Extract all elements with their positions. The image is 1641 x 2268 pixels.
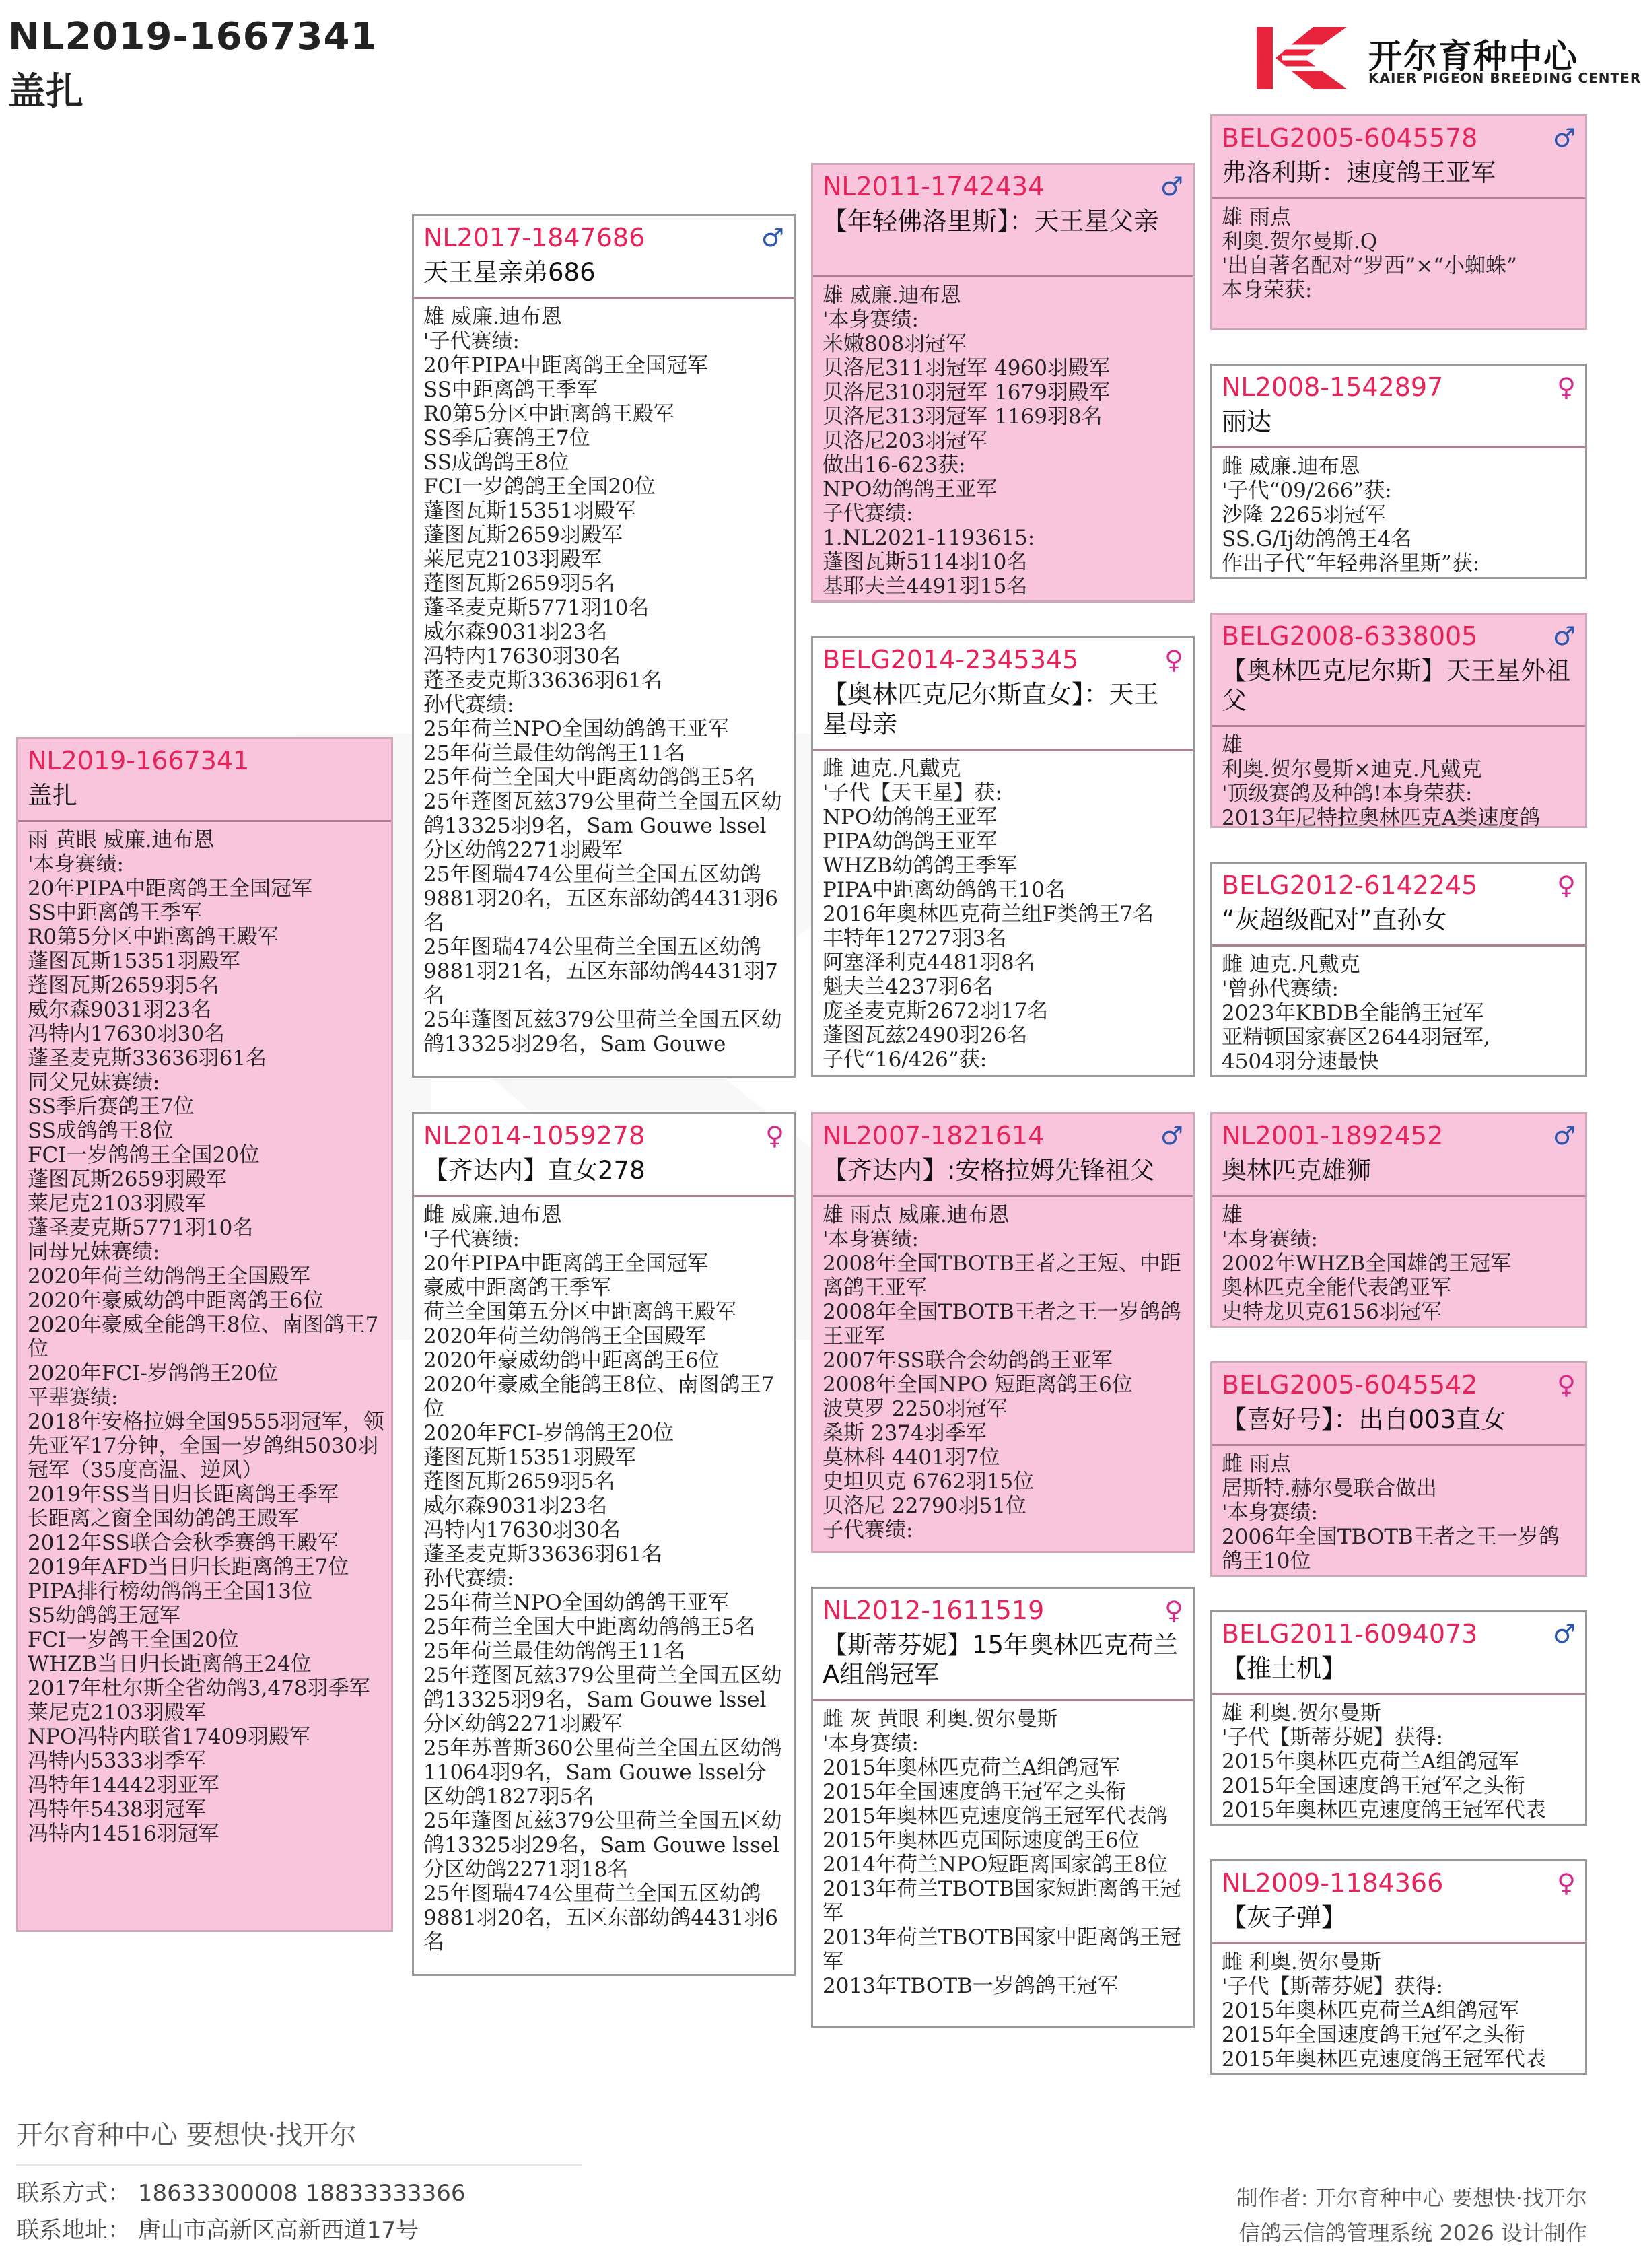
record-line: 2007年SS联合会幼鸽鸽王亚军 bbox=[823, 1348, 1113, 1373]
record-line: 史特龙贝克6156羽冠军 bbox=[1222, 1300, 1442, 1324]
card-sire-dam[interactable] bbox=[811, 636, 1195, 1077]
male-symbol-icon: ♂ bbox=[1552, 1121, 1576, 1150]
record-line: 蓬图瓦斯2659羽5名 bbox=[423, 1470, 615, 1494]
record-line: 豪威中距离鸽王季军 bbox=[423, 1276, 611, 1300]
card-divider bbox=[1212, 1444, 1585, 1446]
card-dam-sire[interactable] bbox=[811, 1112, 1195, 1553]
record-line: '本身赛绩: bbox=[1222, 1501, 1318, 1525]
record-line: 2023年KBDB全能鸽王冠军 bbox=[1222, 1001, 1484, 1025]
pigeon-record-list bbox=[823, 757, 1186, 1075]
male-symbol-icon: ♂ bbox=[1552, 123, 1576, 153]
record-line: 蓬图瓦斯15351羽殿军 bbox=[423, 499, 636, 523]
record-line: '本身赛绩: bbox=[1222, 1227, 1318, 1251]
female-symbol-icon: ♀ bbox=[1557, 372, 1576, 402]
card-dam-sire-sire[interactable] bbox=[1210, 1112, 1587, 1328]
record-line: 2013年荷兰TBOTB国家中距离鸽王冠军 bbox=[823, 1925, 1181, 1974]
pigeon-record-list bbox=[1222, 1452, 1578, 1575]
pigeon-record-list bbox=[1222, 953, 1578, 1075]
female-symbol-icon: ♀ bbox=[1164, 645, 1183, 675]
pigeon-title: “灰超级配对”直孙女 bbox=[1222, 905, 1447, 934]
record-line: 25年荷兰最佳幼鸽鸽王11名 bbox=[423, 741, 685, 765]
record-line: 冯特内17630羽30名 bbox=[28, 1022, 225, 1046]
record-line: 莱尼克2103羽殿军 bbox=[423, 547, 602, 572]
record-line: 2020年FCI-岁鸽鸽王20位 bbox=[423, 1421, 674, 1445]
record-line: 威尔森9031羽23名 bbox=[423, 620, 608, 644]
pigeon-title: 【灰子弹】 bbox=[1222, 1903, 1346, 1932]
record-line: 孙代赛绩: bbox=[423, 1567, 514, 1591]
record-line: 1.NL2021-1193615: bbox=[823, 526, 1035, 550]
record-line: WHZB幼鸽鸽王季军 bbox=[823, 854, 1018, 878]
record-line: 蓬图瓦斯2659羽5名 bbox=[28, 973, 219, 998]
record-line: 2013年TBOTB一岁鸽鸽王冠军 bbox=[823, 1974, 1119, 1998]
pigeon-record-list bbox=[423, 1203, 787, 1974]
ring-number: NL2001-1892452 bbox=[1222, 1121, 1444, 1150]
card-divider bbox=[414, 1195, 794, 1197]
record-line: 2015年奥林匹克荷兰A组鸽冠军 bbox=[1222, 1750, 1520, 1774]
record-line: 2020年荷兰幼鸽鸽王全国殿军 bbox=[28, 1264, 310, 1288]
pigeon-record-list bbox=[1222, 205, 1578, 328]
record-line: SS成鸽鸽王8位 bbox=[423, 450, 569, 475]
record-line: 桑斯 2374羽季军 bbox=[823, 1421, 987, 1445]
record-line: 2008年全国TBOTB王者之王一岁鸽鸽王亚军 bbox=[823, 1300, 1181, 1348]
record-line: '本身赛绩: bbox=[823, 1731, 919, 1756]
record-line: 贝洛尼310羽冠军 1679羽殿军 bbox=[823, 380, 1110, 405]
card-sire-dam-dam[interactable] bbox=[1210, 862, 1587, 1077]
record-line: 雌 灰 黄眼 利奥.贺尔曼斯 bbox=[823, 1707, 1058, 1731]
record-line: 2012年SS联合会秋季赛鸽王殿军 bbox=[28, 1531, 339, 1555]
record-line: 冯特内17630羽30名 bbox=[423, 644, 621, 668]
record-line: 2020年荷兰幼鸽鸽王全国殿军 bbox=[423, 1324, 706, 1348]
ring-number: NL2009-1184366 bbox=[1222, 1868, 1444, 1898]
record-line: 莱尼克2103羽殿军 bbox=[28, 1192, 206, 1216]
record-line: 蓬圣麦克斯5771羽10名 bbox=[28, 1216, 254, 1240]
record-line: 2006年全国TBOTB王者之王一岁鸽鸽王10位 bbox=[1222, 1525, 1560, 1573]
record-line: 2015年奥林匹克国际速度鸽王6位 bbox=[823, 1828, 1140, 1853]
record-line: '子代赛绩: bbox=[423, 1227, 520, 1251]
pigeon-title: 【齐达内】:安格拉姆先锋祖父 bbox=[823, 1156, 1155, 1185]
record-line: 蓬圣麦克斯33636羽61名 bbox=[28, 1046, 267, 1070]
record-line: 雄 雨点 bbox=[1222, 205, 1291, 230]
record-line: 雄 利奥.贺尔曼斯 bbox=[1222, 1701, 1381, 1725]
record-line: 蓬图瓦斯15351羽殿军 bbox=[28, 949, 240, 973]
card-divider bbox=[414, 297, 794, 299]
card-divider bbox=[813, 749, 1193, 751]
record-line: 荷兰全国第五分区中距离鸽王殿军 bbox=[423, 1300, 736, 1324]
card-dam-sire-dam[interactable] bbox=[1210, 1361, 1587, 1577]
card-divider bbox=[1212, 1693, 1585, 1695]
pigeon-title: 奥林匹克雄狮 bbox=[1222, 1156, 1371, 1185]
record-line: 2015年奥林匹克荷兰A组鸽冠军 bbox=[823, 1756, 1121, 1780]
ring-number: NL2019-1667341 bbox=[28, 746, 250, 776]
male-symbol-icon: ♂ bbox=[1552, 621, 1576, 651]
record-line: 蓬图瓦斯5114羽10名 bbox=[823, 550, 1028, 574]
record-line: R0第5分区中距离鸽王殿军 bbox=[28, 925, 279, 949]
record-line: PIPA排行榜幼鸽鸽王全国13位 bbox=[28, 1579, 312, 1604]
pigeon-title: 【推土机】 bbox=[1222, 1654, 1346, 1683]
record-line: 2017年杜尔斯全省幼鸽3,478羽季军 bbox=[28, 1676, 370, 1700]
ring-number: NL2012-1611519 bbox=[823, 1595, 1045, 1625]
record-line: 同父兄妹赛绩: bbox=[28, 1070, 160, 1095]
record-line: 利奥.贺尔曼斯×迪克.凡戴克 bbox=[1222, 757, 1482, 782]
record-line: 雨 黄眼 威廉.迪布恩 bbox=[28, 828, 215, 852]
record-line: 长距离之窗全国幼鸽鸽王殿军 bbox=[28, 1507, 299, 1531]
record-line: 2015年奥林匹克速度鸽王冠军代表 bbox=[1222, 1798, 1546, 1822]
record-line: 居斯特.赫尔曼联合做出 bbox=[1222, 1476, 1437, 1501]
ring-number: NL2014-1059278 bbox=[423, 1121, 645, 1150]
record-line: 魁夫兰4237羽6名 bbox=[823, 975, 993, 999]
card-sire-dam-sire[interactable] bbox=[1210, 613, 1587, 828]
record-line: 冯特内17630羽30名 bbox=[423, 1518, 621, 1542]
pigeon-title: 【喜好号】：出自003直女 bbox=[1222, 1405, 1506, 1434]
record-line: 孙代赛绩: bbox=[423, 693, 514, 717]
record-line: 做出16-623获: bbox=[823, 453, 966, 477]
record-line: 贝洛尼203羽冠军 bbox=[823, 429, 988, 453]
record-line: 2018年安格拉姆全国9555羽冠军，领先亚军17分钟，全国一岁鸽组5030羽冠军（35度高温、逆风） bbox=[28, 1410, 384, 1482]
card-divider bbox=[1212, 944, 1585, 947]
card-divider bbox=[813, 275, 1193, 277]
ring-number: NL2008-1542897 bbox=[1222, 372, 1444, 402]
card-sire-sire-dam[interactable] bbox=[1210, 364, 1587, 579]
record-line: S5幼鸽鸽王冠军 bbox=[28, 1604, 180, 1628]
female-symbol-icon: ♀ bbox=[1557, 1370, 1576, 1400]
record-line: 利奥.贺尔曼斯.Q bbox=[1222, 230, 1378, 254]
record-line: NPO幼鸽鸽王亚军 bbox=[823, 477, 998, 502]
pedigree-header-name: 盖扎 bbox=[8, 70, 83, 114]
record-line: SS季后赛鸽王7位 bbox=[28, 1095, 195, 1119]
record-line: 奥林匹克全能代表鸽亚军 bbox=[1222, 1276, 1451, 1300]
record-line: 2014年荷兰NPO短距离国家鸽王8位 bbox=[823, 1853, 1168, 1877]
female-symbol-icon: ♀ bbox=[1557, 1868, 1576, 1898]
record-line: 贝洛尼 22790羽51位 bbox=[823, 1494, 1026, 1518]
record-line: 雄 bbox=[1222, 1203, 1243, 1227]
record-line: 雄 雨点 威廉.迪布恩 bbox=[823, 1203, 1010, 1227]
card-sire-sire-sire[interactable] bbox=[1210, 114, 1587, 330]
pigeon-title: 弗洛利斯：速度鸽王亚军 bbox=[1222, 158, 1496, 187]
record-line: 蓬圣麦克斯33636羽61名 bbox=[423, 1542, 663, 1567]
pigeon-record-list bbox=[1222, 733, 1578, 830]
record-line: 蓬圣麦克斯33636羽61名 bbox=[423, 668, 663, 693]
record-line: '出自著名配对“罗西”×“小蜘蛛” bbox=[1222, 254, 1517, 278]
card-divider bbox=[1212, 1195, 1585, 1197]
record-line: 冯特内5333羽季军 bbox=[28, 1749, 206, 1773]
record-line: 雌 迪克.凡戴克 bbox=[823, 757, 961, 781]
pigeon-record-list bbox=[423, 305, 787, 1076]
record-line: 2020年FCI-岁鸽鸽王20位 bbox=[28, 1361, 279, 1385]
record-line: R0第5分区中距离鸽王殿军 bbox=[423, 402, 674, 426]
male-symbol-icon: ♂ bbox=[1160, 172, 1183, 201]
record-line: 20年PIPA中距离鸽王全国冠军 bbox=[423, 1251, 708, 1276]
record-line: NPO幼鸽鸽王亚军 bbox=[823, 805, 998, 829]
card-dam-dam[interactable] bbox=[811, 1587, 1195, 2028]
pigeon-title: 【年轻佛洛里斯】：天王星父亲 bbox=[823, 207, 1159, 236]
record-line: 子代“16/426”获: bbox=[823, 1047, 987, 1072]
record-line: '子代【斯蒂芬妮】获得: bbox=[1222, 1974, 1443, 1999]
record-line: 2020年豪威幼鸽中距离鸽王6位 bbox=[423, 1348, 720, 1373]
record-line: 2015年全国速度鸽王冠军之头衔 bbox=[1222, 2023, 1525, 2047]
record-line: 2013年尼特拉奥林匹克A类速度鸽 bbox=[1222, 806, 1541, 830]
record-line: 雄 威廉.迪布恩 bbox=[423, 305, 562, 329]
record-line: 本身荣获: bbox=[1222, 278, 1313, 302]
record-line: 2019年AFD当日归长距离鸽王7位 bbox=[28, 1555, 349, 1579]
record-line: 25年图瑞474公里荷兰全国五区幼鸽9881羽20名，五区东部幼鸽4431羽6名 bbox=[423, 862, 778, 935]
record-line: 25年图瑞474公里荷兰全国五区幼鸽9881羽20名，五区东部幼鸽4431羽6名 bbox=[423, 1882, 778, 1954]
record-line: SS中距离鸽王季军 bbox=[423, 378, 598, 402]
pigeon-title: 天王星亲弟686 bbox=[423, 258, 596, 287]
pigeon-title: 【奥林匹克尼尔斯】天王星外祖父 bbox=[1222, 656, 1570, 715]
record-line: 蓬图瓦斯15351羽殿军 bbox=[423, 1445, 636, 1470]
record-line: 平辈赛绩: bbox=[28, 1385, 118, 1410]
record-line: '顶级赛鸽及种鸽!本身荣获: bbox=[1222, 782, 1473, 806]
pigeon-record-list bbox=[823, 1707, 1186, 2026]
card-dam[interactable] bbox=[412, 1112, 796, 1976]
card-divider bbox=[1212, 446, 1585, 448]
record-line: 20年PIPA中距离鸽王全国冠军 bbox=[423, 353, 708, 378]
ring-number: NL2011-1742434 bbox=[823, 172, 1045, 201]
record-line: 2015年全国速度鸽王冠军之头衔 bbox=[1222, 1774, 1525, 1798]
pigeon-record-list bbox=[1222, 1950, 1578, 2073]
record-line: 莱尼克2103羽殿军 bbox=[28, 1700, 206, 1725]
record-line: PIPA幼鸽鸽王亚军 bbox=[823, 829, 998, 854]
record-line: '子代【斯蒂芬妮】获得: bbox=[1222, 1725, 1443, 1750]
record-line: 2020年豪威全能鸽王8位、南图鸽王7位 bbox=[28, 1313, 379, 1361]
record-line: 米嫩808羽冠军 bbox=[823, 332, 967, 356]
record-line: 25年荷兰全国大中距离幼鸽鸽王5名 bbox=[423, 1615, 756, 1639]
record-line: 2015年奥林匹克速度鸽王冠军代表 bbox=[1222, 2047, 1546, 2071]
record-line: 雌 迪克.凡戴克 bbox=[1222, 953, 1360, 977]
record-line: 25年苏普斯360公里荷兰全国五区幼鸽11064羽9名，Sam Gouwe lssel分区幼鸽1827羽5名 bbox=[423, 1736, 782, 1809]
male-symbol-icon: ♂ bbox=[1160, 1121, 1183, 1150]
record-line: '子代“09/266”获: bbox=[1222, 479, 1392, 503]
pedigree-header-ring: NL2019-1667341 bbox=[8, 15, 378, 59]
record-line: 2016年奥林匹克荷兰组F类鸽王7名 bbox=[823, 902, 1154, 926]
footer-divider bbox=[16, 2164, 582, 2166]
record-line: 25年荷兰最佳幼鸽鸽王11名 bbox=[423, 1639, 685, 1663]
ring-number: NL2017-1847686 bbox=[423, 223, 645, 252]
ring-number: BELG2011-6094073 bbox=[1222, 1619, 1478, 1649]
card-divider bbox=[813, 1195, 1193, 1197]
record-line: SS成鸽鸽王8位 bbox=[28, 1119, 174, 1143]
card-sire-sire[interactable] bbox=[811, 163, 1195, 603]
male-symbol-icon: ♂ bbox=[761, 223, 784, 252]
record-line: WHZB当日归长距离鸽王24位 bbox=[28, 1652, 312, 1676]
record-line: FCI一岁鸽鸽王全国20位 bbox=[423, 475, 656, 499]
record-line: SS季后赛鸽王7位 bbox=[423, 426, 590, 450]
record-line: 2019年SS当日归长距离鸽王季军 bbox=[28, 1482, 339, 1507]
logo-english-text: KAIER PIGEON BREEDING CENTER bbox=[1368, 70, 1641, 86]
record-line: 2013年荷兰TBOTB国家短距离鸽王冠军 bbox=[823, 1877, 1181, 1925]
record-line: 25年荷兰NPO全国幼鸽鸽王亚军 bbox=[423, 1591, 729, 1615]
record-line: 4504羽分速最快 bbox=[1222, 1050, 1379, 1074]
footer-brand-slogan: 开尔育种中心 要想快·找开尔 bbox=[16, 2120, 357, 2151]
record-line: 2020年豪威幼鸽中距离鸽王6位 bbox=[28, 1288, 324, 1313]
card-dam-dam-sire[interactable] bbox=[1210, 1610, 1587, 1826]
brand-logo bbox=[1255, 24, 1641, 92]
pigeon-title: 【奥林匹克尼尔斯直女】：天王星母亲 bbox=[823, 680, 1159, 738]
record-line: 2002年WHZB全国雄鸽王冠军 bbox=[1222, 1251, 1512, 1276]
record-line: FCI一岁鸽王全国20位 bbox=[28, 1628, 239, 1652]
record-line: 威尔森9031羽23名 bbox=[423, 1494, 608, 1518]
female-symbol-icon: ♀ bbox=[765, 1121, 784, 1150]
record-line: 2015年奥林匹克速度鸽王冠军代表鸽 bbox=[823, 1804, 1168, 1828]
pigeon-record-list bbox=[1222, 1701, 1578, 1824]
record-line: 史坦贝克 6762羽15位 bbox=[823, 1470, 1035, 1494]
record-line: SS.G/Ij幼鸽鸽王4名 bbox=[1222, 527, 1412, 551]
record-line: 25年蓬图瓦兹379公里荷兰全国五区幼鸽13325羽29名，Sam Gouwe bbox=[423, 1008, 782, 1056]
footer-address: 联系地址： 唐山市高新区高新西道17号 bbox=[16, 2217, 419, 2244]
record-line: 阿塞泽利克4481羽8名 bbox=[823, 951, 1035, 975]
record-line: 沙隆 2265羽冠军 bbox=[1222, 503, 1386, 527]
record-line: 子代赛绩: bbox=[823, 1518, 913, 1542]
ring-number: BELG2005-6045578 bbox=[1222, 123, 1478, 153]
record-line: '本身赛绩: bbox=[823, 1227, 919, 1251]
record-line: 雌 雨点 bbox=[1222, 1452, 1291, 1476]
logo-chinese-text: 开尔育种中心 bbox=[1368, 37, 1578, 76]
record-line: SS中距离鸽王季军 bbox=[28, 901, 202, 925]
card-subject[interactable] bbox=[16, 737, 393, 1932]
record-line: '子代赛绩: bbox=[423, 329, 520, 353]
record-line: 2015年奥林匹克荷兰A组鸽冠军 bbox=[1222, 1999, 1520, 2023]
ring-number: BELG2005-6045542 bbox=[1222, 1370, 1478, 1400]
male-symbol-icon: ♂ bbox=[1552, 1619, 1576, 1649]
pigeon-title: 丽达 bbox=[1222, 407, 1271, 436]
footer-contact-phone: 联系方式： 18633300008 18833333366 bbox=[16, 2180, 466, 2207]
record-line: 丰特年12727羽3名 bbox=[823, 926, 1007, 951]
record-line: '本身赛绩: bbox=[28, 852, 124, 877]
record-line: 冯特内14516羽冠军 bbox=[28, 1822, 219, 1846]
record-line: 雄 bbox=[1222, 733, 1243, 757]
record-line: 威尔森9031羽23名 bbox=[28, 998, 212, 1022]
record-line: 2008年全国NPO 短距离鸽王6位 bbox=[823, 1373, 1133, 1397]
record-line: 贝洛尼311羽冠军 4960羽殿军 bbox=[823, 356, 1110, 380]
record-line: 基耶夫兰4491羽15名 bbox=[823, 574, 1028, 598]
record-line: 雄 威廉.迪布恩 bbox=[823, 283, 961, 308]
record-line: 2020年豪威全能鸽王8位、南图鸽王7位 bbox=[423, 1373, 775, 1421]
card-divider bbox=[1212, 725, 1585, 727]
record-line: 亚精顿国家赛区2644羽冠军, bbox=[1222, 1025, 1490, 1050]
record-line: 2015年全国速度鸽王冠军之头衔 bbox=[823, 1780, 1126, 1804]
record-line: PIPA中距离幼鸽鸽王10名 bbox=[823, 878, 1066, 902]
record-line: 蓬图瓦兹2490羽26名 bbox=[823, 1023, 1028, 1047]
record-line: 冯特年14442羽亚军 bbox=[28, 1773, 219, 1797]
ring-number: BELG2014-2345345 bbox=[823, 645, 1079, 675]
record-line: 25年蓬图瓦兹379公里荷兰全国五区幼鸽13325羽9名，Sam Gouwe lssel分区幼鸽2271羽殿军 bbox=[423, 790, 782, 862]
card-divider bbox=[1212, 1942, 1585, 1944]
record-line: 蓬图瓦斯2659羽殿军 bbox=[423, 523, 623, 547]
record-line: 波莫罗 2250羽冠军 bbox=[823, 1397, 1008, 1421]
record-line: 贝洛尼313羽冠军 1169羽8名 bbox=[823, 405, 1103, 429]
card-divider bbox=[1212, 197, 1585, 199]
record-line: '本身赛绩: bbox=[823, 308, 919, 332]
record-line: '曾孙代赛绩: bbox=[1222, 977, 1339, 1001]
record-line: 2008年全国TBOTB王者之王短、中距离鸽王亚军 bbox=[823, 1251, 1181, 1300]
record-line: 雌 利奥.贺尔曼斯 bbox=[1222, 1950, 1381, 1974]
kaier-logo-icon bbox=[1255, 24, 1350, 92]
record-line: 子代赛绩: bbox=[823, 502, 913, 526]
ring-number: NL2007-1821614 bbox=[823, 1121, 1045, 1150]
record-line: 雌 威廉.迪布恩 bbox=[423, 1203, 562, 1227]
ring-number: BELG2012-6142245 bbox=[1222, 870, 1478, 900]
record-line: 20年PIPA中距离鸽王全国冠军 bbox=[28, 877, 312, 901]
record-line: 蓬图瓦斯2659羽殿军 bbox=[28, 1167, 227, 1192]
record-line: 蓬圣麦克斯5771羽10名 bbox=[423, 596, 650, 620]
card-dam-dam-dam[interactable] bbox=[1210, 1859, 1587, 2075]
record-line: 25年蓬图瓦兹379公里荷兰全国五区幼鸽13325羽9名，Sam Gouwe lssel分区幼鸽2271羽殿军 bbox=[423, 1663, 782, 1736]
record-line: 作出子代“年轻弗洛里斯”获: bbox=[1222, 551, 1480, 576]
pigeon-record-list bbox=[1222, 1203, 1578, 1326]
record-line: '子代【天王星】获: bbox=[823, 781, 1002, 805]
pigeon-title: 盖扎 bbox=[28, 781, 77, 810]
ring-number: BELG2008-6338005 bbox=[1222, 621, 1478, 651]
pigeon-title: 【齐达内】直女278 bbox=[423, 1156, 645, 1185]
record-line: 25年荷兰NPO全国幼鸽鸽王亚军 bbox=[423, 717, 729, 741]
female-symbol-icon: ♀ bbox=[1557, 870, 1576, 900]
record-line: 同母兄妹赛绩: bbox=[28, 1240, 160, 1264]
footer-maker: 制作者: 开尔育种中心 要想快·找开尔 bbox=[1236, 2185, 1587, 2211]
card-divider bbox=[18, 820, 391, 822]
record-line: 雌 威廉.迪布恩 bbox=[1222, 454, 1360, 479]
record-line: 蓬图瓦斯2659羽5名 bbox=[423, 572, 615, 596]
pigeon-record-list bbox=[823, 1203, 1186, 1551]
record-line: 冯特年5438羽冠军 bbox=[28, 1797, 206, 1822]
pigeon-title: 【斯蒂芬妮】15年奥林匹克荷兰A组鸽冠军 bbox=[823, 1630, 1179, 1689]
record-line: 25年荷兰全国大中距离幼鸽鸽王5名 bbox=[423, 765, 756, 790]
card-sire[interactable] bbox=[412, 214, 796, 1078]
card-divider bbox=[813, 1699, 1193, 1701]
female-symbol-icon: ♀ bbox=[1164, 1595, 1183, 1625]
record-line: 25年图瑞474公里荷兰全国五区幼鸽9881羽21名，五区东部幼鸽4431羽7名 bbox=[423, 935, 778, 1008]
pigeon-record-list bbox=[823, 283, 1186, 600]
record-line: FCI一岁鸽鸽王全国20位 bbox=[28, 1143, 260, 1167]
pigeon-record-list bbox=[28, 828, 384, 1930]
record-line: 庞圣麦克斯2672羽17名 bbox=[823, 999, 1049, 1023]
record-line: 莫林科 4401羽7位 bbox=[823, 1445, 1000, 1470]
record-line: NPO冯特内联省17409羽殿军 bbox=[28, 1725, 311, 1749]
pigeon-record-list bbox=[1222, 454, 1578, 577]
footer-system-credit: 信鸽云信鸽管理系统 2026 设计制作 bbox=[1238, 2220, 1587, 2246]
record-line: 25年蓬图瓦兹379公里荷兰全国五区幼鸽13325羽29名，Sam Gouwe lssel分区幼鸽2271羽18名 bbox=[423, 1809, 782, 1882]
